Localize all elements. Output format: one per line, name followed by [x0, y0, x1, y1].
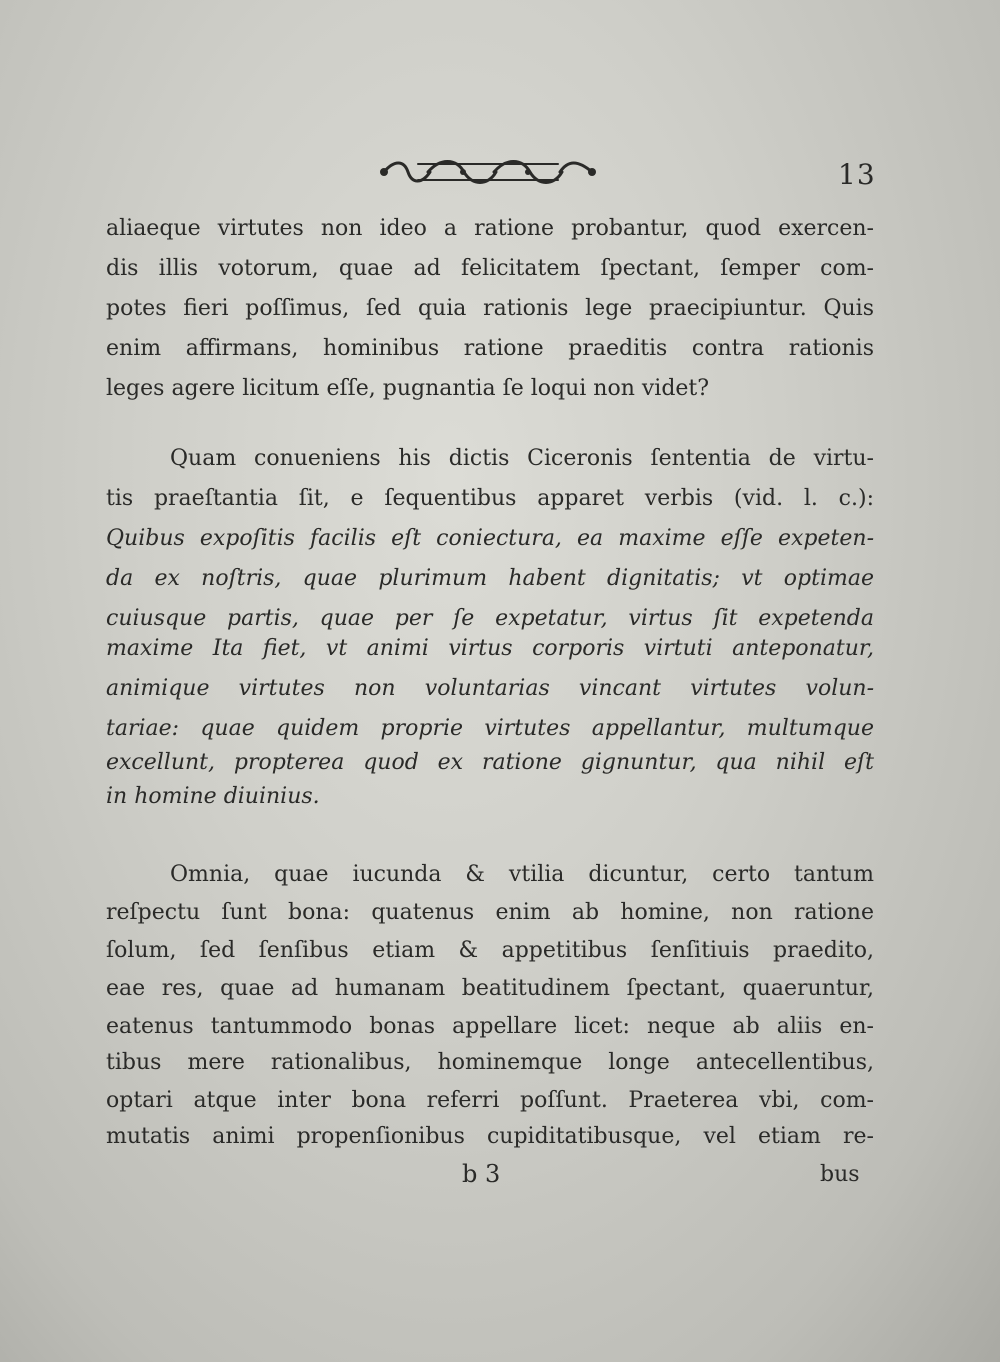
paragraph-2-line-8: tariae: quae quidem proprie virtutes appellantur, multumque — [106, 716, 874, 741]
paragraph-3-line-7: optari atque inter bona referri poſſunt. Praeterea vbi, com- — [106, 1088, 874, 1113]
paragraph-1-line-5: leges agere licitum eſſe, pugnantia ſe loqui non videt? — [106, 376, 710, 401]
paragraph-2-line-5: cuiusque partis, quae per ſe expetatur, virtus ſit expetenda — [106, 606, 874, 631]
paragraph-1-line-2: dis illis votorum, quae ad felicitatem ſpectant, ſemper com- — [106, 256, 874, 281]
catchword: bus — [820, 1162, 860, 1187]
paragraph-2-line-2: tis praeſtantia ſit, e ſequentibus apparet verbis (vid. l. c.): — [106, 486, 874, 511]
paragraph-2-line-4: da ex noſtris, quae plurimum habent dignitatis; vt optimae — [106, 566, 874, 591]
paragraph-3-line-4: eae res, quae ad humanam beatitudinem ſpectant, quaeruntur, — [106, 976, 874, 1001]
signature-mark: b 3 — [462, 1160, 501, 1188]
paragraph-3-line-5: eatenus tantummodo bonas appellare licet: neque ab aliis en- — [106, 1014, 874, 1039]
paragraph-3-line-3: ſolum, ſed ſenſibus etiam & appetitibus ſenſitiuis praedito, — [106, 938, 874, 963]
paragraph-1-line-4: enim affirmans, hominibus ratione praeditis contra rationis — [106, 336, 874, 361]
paragraph-2-line-9: excellunt, propterea quod ex ratione gignuntur, qua nihil eſt — [106, 750, 874, 775]
paragraph-3-line-1: Omnia, quae iucunda & vtilia dicuntur, certo tantum — [170, 862, 874, 887]
page-number: 13 — [838, 158, 876, 191]
paragraph-1-line-1: aliaeque virtutes non ideo a ratione probantur, quod exercen- — [106, 216, 874, 241]
paragraph-2-line-10: in homine diuinius. — [106, 784, 320, 809]
paragraph-1-line-3: potes fieri poſſimus, ſed quia rationis lege praecipiuntur. Quis — [106, 296, 874, 321]
paragraph-2-line-6: maxime Ita fiet, vt animi virtus corporis virtuti anteponatur, — [106, 636, 874, 661]
paragraph-2-line-3: Quibus expoſitis facilis eſt coniectura, ea maxime eſſe expeten- — [106, 526, 874, 551]
paragraph-2-line-1: Quam conueniens his dictis Ciceronis ſententia de virtu- — [170, 446, 874, 471]
paragraph-3-line-2: reſpectu ſunt bona: quatenus enim ab homine, non ratione — [106, 900, 874, 925]
paragraph-3-line-6: tibus mere rationalibus, hominemque longe antecellentibus, — [106, 1050, 874, 1075]
paragraph-2-line-7: animique virtutes non voluntarias vincant virtutes volun- — [106, 676, 874, 701]
ornament-icon — [378, 152, 598, 190]
paragraph-3-line-8: mutatis animi propenſionibus cupiditatibusque, vel etiam re- — [106, 1124, 874, 1149]
